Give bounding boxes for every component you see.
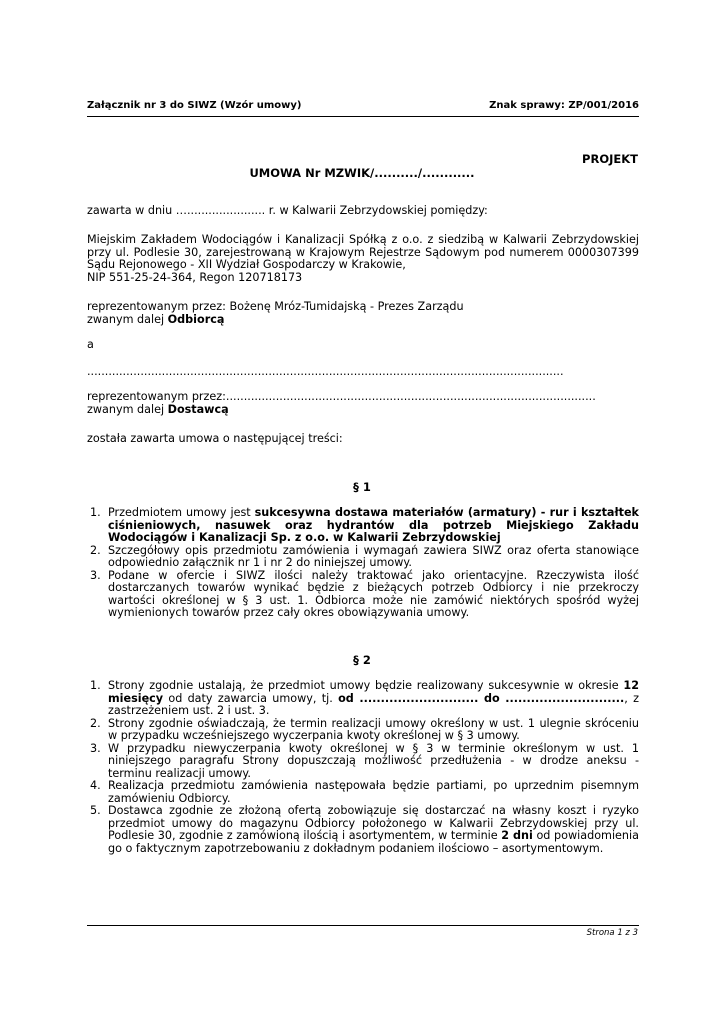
called-label: zwanym dalej [87, 402, 168, 416]
item-number: 2. [90, 543, 101, 557]
party1-called-line [87, 314, 639, 327]
party2-representation [87, 391, 639, 416]
item-text: Realizacja przedmiotu zamówienia następowała będzie partiami, po uprzednim pisemnym zamówieniu Odbiorcy. [108, 779, 639, 805]
item-text: Przedmiotem umowy jest [108, 506, 255, 519]
item-text: Szczegółowy opis przedmiotu zamówienia i wymagań zawiera SIWZ oraz oferta stanowiące odpowiednio załącznik nr 1 i nr 2 do niniejszej umowy. [108, 543, 639, 569]
item-number: 2. [90, 716, 101, 730]
draft-label: PROJEKT [582, 152, 638, 166]
party1-representative: reprezentowanym przez: Bożenę Mróz-Tumidajską - Prezes Zarządu [87, 300, 464, 313]
party2-blank-line: ...................................................................................................................................... [87, 366, 564, 378]
page-header [87, 100, 639, 115]
item-text: Podane w ofercie i SIWZ ilości należy traktować jako orientacyjne. Rzeczywista ilość dostarczanych towarów wynikać będzie z bieżących potrzeb Odbiorcy i nie przekroczy wartości określonej w § 3 ust. 1. Odbiorca może nie zamówić niektórych spośród wyżej wymienionych towarów przez cały okres obowiązywania umowy. [108, 568, 639, 619]
item-text: Dostawca zgodnie ze złożoną ofertą zobowiązuje się dostarczać na własny koszt i ryzyko przedmiot umowy do magazynu Odbiorcy położonego w Kalwarii Zebrzydowskiej przy ul. Podlesie 30, zgodnie z zamówioną ilością i asortymentem, w terminie [108, 804, 639, 842]
party1-line-1: Miejskim Zakładem Wodociągów i Kanalizacji Spółką z o.o. z siedzibą w Kalwarii Zebrzydowskiej [87, 233, 639, 246]
party1-line-2: przy ul. Podlesie 30, zarejestrowaną w Krajowym Rejestrze Sądowym pod numerem 0000307399 [87, 245, 639, 259]
party1-role: Odbiorcą [167, 312, 225, 326]
item-bold-text: od ............................ do ............................ [338, 691, 625, 705]
list-item [90, 680, 639, 718]
list-item [90, 780, 639, 805]
item-number: 3. [90, 568, 101, 582]
item-text: Strony zgodnie oświadczają, że termin realizacji umowy określony w ust. 1 ulegnie skróceniu w przypadku wcześniejszego wyczerpania kwoty określonej w § 3 umowy. [108, 716, 639, 742]
footer-divider [87, 925, 639, 926]
section-1-list [87, 507, 639, 620]
item-number: 4. [90, 779, 101, 792]
item-text: , z zastrzeżeniem ust. 2 i ust. 3. [108, 691, 639, 717]
party1-details [87, 234, 639, 284]
header-attachment-label: Załącznik nr 3 do SIWZ (Wzór umowy) [87, 100, 302, 111]
list-item [90, 743, 639, 781]
item-number: 3. [90, 741, 101, 755]
list-item [90, 545, 639, 570]
item-text: od daty zawarcia umowy, tj. [163, 691, 339, 705]
item-text: W przypadku niewyczerpania kwoty określonej w § 3 w terminie określonym w ust. 1 niniejszego paragrafu Strony dopuszczają możliwość przedłużenia - w drodze aneksu - terminu realizacji umowy. [108, 741, 639, 780]
content-intro: została zawarta umowa o następującej treści: [87, 432, 343, 445]
header-case-number: Znak sprawy: ZP/001/2016 [489, 100, 639, 111]
item-bold-text: 12 miesięcy [108, 679, 639, 705]
party1-line-3: Sądu Rejonowego - XII Wydział Gospodarczy w Krakowie, [87, 258, 406, 271]
section-2-heading: § 2 [353, 653, 371, 667]
item-text: Strony zgodnie ustalają, że przedmiot umowy będzie realizowany sukcesywnie w okresie [108, 679, 624, 692]
page-number: Strona 1 z 3 [586, 928, 638, 938]
party2-called-line [87, 404, 639, 417]
conjunction-a: a [87, 338, 94, 351]
item-bold-text: sukcesywna dostawa materiałów (armatury) - rur i kształtek ciśnieniowych, nasuwek oraz hydrantów dla potrzeb Miejskiego Zakładu Wodociągów i Kanalizacji Sp. z o.o. w Kalwarii Zebrzydowskiej [108, 506, 639, 544]
contract-title: UMOWA Nr MZWIK/........../............ [249, 166, 475, 180]
list-item [90, 570, 639, 620]
section-1-heading: § 1 [353, 480, 371, 494]
list-item [90, 805, 639, 855]
item-number: 5. [90, 804, 101, 817]
item-number: 1. [90, 679, 101, 692]
list-item [90, 718, 639, 743]
section-2-list [87, 680, 639, 855]
item-bold-text: 2 dni [501, 829, 533, 842]
party2-representative: reprezentowanym przez:........................................................................................................ [87, 391, 596, 403]
item-text: od powiadomienia go o faktycznym zapotrzebowaniu z dokładnym podaniem ilościowo – asortymentowym. [108, 829, 639, 855]
date-line: zawarta w dniu …...................... r. w Kalwarii Zebrzydowskiej pomiędzy: [87, 204, 488, 217]
party2-role: Dostawcą [167, 402, 229, 416]
item-number: 1. [90, 506, 101, 519]
header-divider [87, 116, 639, 117]
party1-representation [87, 301, 639, 326]
list-item [90, 507, 639, 545]
called-label: zwanym dalej [87, 312, 168, 326]
party1-line-4: NIP 551-25-24-364, Regon 120718173 [87, 270, 303, 284]
